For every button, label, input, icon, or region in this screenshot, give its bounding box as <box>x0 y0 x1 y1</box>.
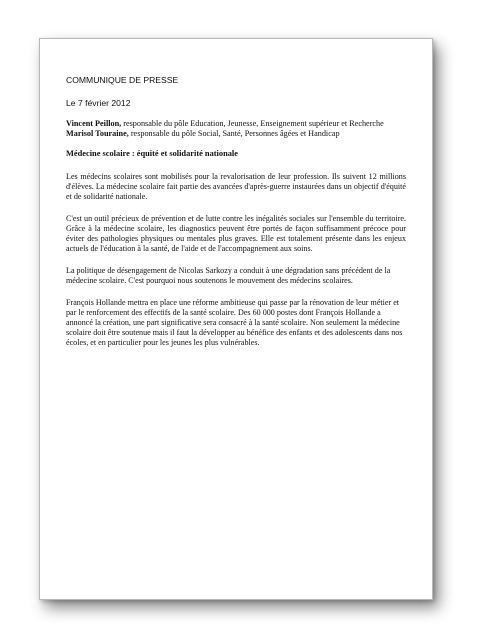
paragraph-2: C'est un outil précieux de prévention et de lutte contre les inégalités sociales sur l'ensemble du territoire. Grâce à la médecine scolaire, les diagnostics peuvent être portés de façon suffisamment précoce pour éviter des pathologies physiques ou mentales plus graves. Elle est totalement présente dans les enjeux actuels de l'éducation à la santé, de l'aide et de l'accompagnement aux soins. <box>66 214 406 253</box>
signatory-2-role: responsable du pôle Social, Santé, Personnes âgées et Handicap <box>128 129 340 138</box>
document-sheet <box>39 38 433 600</box>
signatory-1-name: Vincent Peillon, <box>66 119 122 128</box>
signatory-1-role: responsable du pôle Education, Jeunesse, Enseignement supérieur et Recherche <box>121 119 384 128</box>
signatory-1 <box>66 119 406 129</box>
paragraph-1: Les médecins scolaires sont mobilisés pour la revalorisation de leur profession. Ils suivent 12 millions d'élèves. La médecine scolaire fait partie des avancées d'après-guerre instaurées dans un objectif d'équité et de solidarité nationale. <box>66 172 406 201</box>
signatory-2-name: Marisol Touraine, <box>66 129 129 138</box>
paragraph-4: François Hollande mettra en place une réforme ambitieuse qui passe par la rénovation de leur métier et par le renforcement des effectifs de la santé scolaire. Des 60 000 postes dont François Hollande a annoncé la création, une part significative sera consacré à la santé scolaire. Non seulement la médecine scolaire doit être soutenue mais il faut la développer au bénéfice des enfants et des adolescents dans nos écoles, et en particulier pour les jeunes les plus vulnérables. <box>66 298 403 347</box>
document-content <box>66 75 406 348</box>
document-subject: Médecine scolaire : équité et solidarité nationale <box>66 149 238 158</box>
paragraph-3: La politique de désengagement de Nicolas Sarkozy a conduit à une dégradation sans précédent de la médecine scolaire. C'est pourquoi nous soutenons le mouvement des médecins scolaires. <box>66 266 391 285</box>
document-header: COMMUNIQUE DE PRESSE <box>66 75 179 85</box>
document-date: Le 7 février 2012 <box>66 98 131 108</box>
signatory-2 <box>66 129 406 139</box>
signatories-block <box>66 119 406 139</box>
